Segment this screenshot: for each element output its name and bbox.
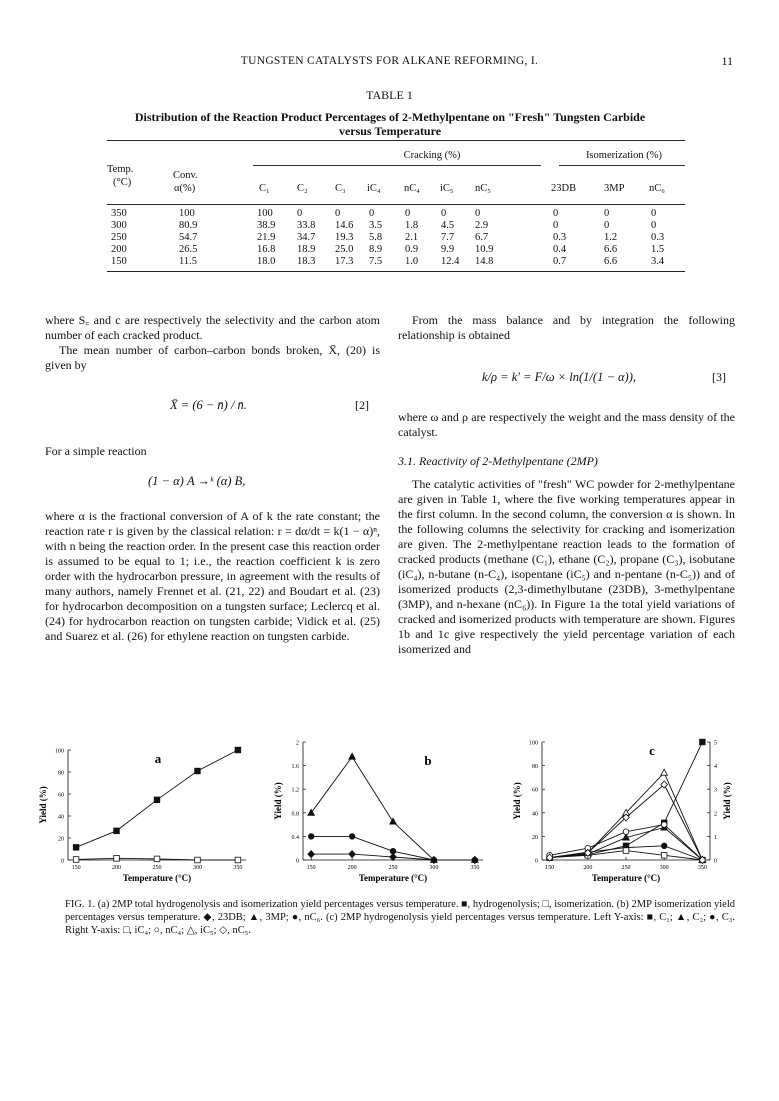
col-head: C₃ (335, 183, 346, 194)
conversion-cell: 80.9 (179, 220, 198, 231)
x-tick-label: 350 (697, 865, 707, 871)
equation-2-number: [2] (355, 398, 369, 412)
table-label: TABLE 1 (366, 88, 413, 102)
y-axis-label: Yield (%) (273, 782, 283, 820)
cracking-rule (253, 165, 541, 166)
table-cell: 16.8 (257, 244, 276, 255)
data-point-hydrogenolysis (235, 747, 241, 753)
equation-2: X̄ = (6 − n̄) / n̄. (170, 398, 247, 412)
y-tick-label: 1.6 (291, 764, 299, 771)
conversion-cell: 26.5 (179, 244, 198, 255)
data-point-isomerization (154, 856, 160, 862)
table-cell: 14.8 (475, 256, 494, 267)
data-point-nC₄ (661, 822, 667, 828)
y-tick-label: 20 (532, 834, 538, 841)
table-cell: 0 (553, 208, 559, 219)
table-cell: 38.9 (257, 220, 276, 231)
x-tick-label: 250 (152, 865, 162, 871)
table-cell: 10.9 (475, 244, 494, 255)
col-head: iC₄ (367, 183, 381, 194)
table-cell: 6.6 (604, 256, 618, 267)
data-point-3MP (390, 818, 397, 824)
table-cell: 1.5 (651, 244, 665, 255)
y-tick-label: 80 (532, 764, 538, 771)
data-point-isomerization (73, 857, 79, 863)
x-tick-label: 250 (388, 865, 398, 871)
table-cell: 0 (651, 220, 657, 231)
y2-axis-label: Yield (%) (722, 782, 732, 820)
x-tick-label: 200 (583, 865, 593, 871)
data-point-hydrogenolysis (195, 768, 201, 774)
y-tick-label: 0 (61, 858, 64, 865)
y2-tick-label: 4 (714, 764, 717, 771)
left-col-p4: where α is the fractional conversion of A of k the rate constant; the reaction rate r is given by the classical relation: r = dα/dt = k(1 − α)ⁿ, with n being the reaction order. In the present case this reaction order is assumed to be equal to 1; i.e., the reaction coefficient k is zero order with the hydrocarbon pressure, in agreement with the results of many authors, namely Frennet et al. (21, 22) and Boudart et al. (23) for hydrocarbon decomposition on a tungsten surface; Leclercq et al. (24) for hydrocarbon reaction on tungsten carbide; Vidick et al. (25) and Suarez et al. (26) for ethylene reaction on tungsten carbide. (45, 509, 380, 643)
panel-a (38, 747, 246, 883)
x-axis-label: Temperature (°C) (122, 873, 192, 883)
table-cell: 8.9 (369, 244, 383, 255)
y-tick-label: 40 (532, 811, 538, 818)
data-point-nC₆ (308, 834, 314, 840)
temp-cell: 150 (111, 256, 127, 267)
panel-b (273, 741, 483, 884)
data-point-iC₄ (623, 848, 629, 854)
isomerization-group-label: Isomerization (%) (585, 150, 663, 161)
left-col-p1: where S꜀ and c are respectively the selectivity and the carbon atom number of each cracked product. (45, 313, 380, 342)
table-cell: 12.4 (441, 256, 460, 267)
table-caption: Distribution of the Reaction Product Percentages of 2-Methylpentane on "Fresh" Tungsten Carbide versus Temperature (134, 110, 646, 138)
data-point-hydrogenolysis (154, 797, 160, 803)
data-point-23DB (390, 854, 397, 861)
table-cell: 2.1 (405, 232, 419, 243)
table-cell: 14.6 (335, 220, 354, 231)
table-head-rule (107, 204, 685, 205)
y2-tick-label: 1 (714, 834, 717, 841)
data-point-C₁ (700, 739, 706, 745)
y-tick-label: 0.8 (291, 811, 299, 818)
x-tick-label: 250 (621, 865, 631, 871)
panel-label: a (154, 751, 162, 766)
table-cell: 100 (257, 208, 273, 219)
col-head: C₁ (259, 183, 270, 194)
figure-caption: FIG. 1. (a) 2MP total hydrogenolysis and isomerization yield percentages versus temperature. ■, hydrogenolysis; □, isomerization. (b) 2MP isomerization yield percentages versus temperature. ◆, 23DB; ▲, 3MP; ●, nC₆. (c) 2MP hydrogenolysis yield percentages versus temperature. Left Y-axis: ■, C₁; ▲, C₂; ●, C₃. Right Y-axis: □, iC₄; ○, nC₄; △, iC₅; ◇, nC₅. (65, 899, 735, 936)
table-cell: 0 (604, 220, 610, 231)
table-cell: 0.7 (553, 256, 567, 267)
left-col-p3: For a simple reaction (45, 444, 147, 458)
temp-cell: 250 (111, 232, 127, 243)
table-cell: 18.3 (297, 256, 316, 267)
table-cell: 0 (297, 208, 303, 219)
y-tick-label: 100 (55, 748, 64, 755)
panel-label: c (649, 743, 655, 758)
data-point-3MP (349, 753, 356, 759)
table-cell: 0 (475, 208, 481, 219)
head-conv-unit: α(%) (174, 183, 196, 194)
x-tick-label: 300 (429, 865, 439, 871)
y2-tick-label: 0 (714, 858, 717, 865)
panel-label: b (424, 753, 432, 768)
col-head: nC₆ (649, 183, 665, 194)
data-point-nC₆ (431, 857, 437, 863)
right-col-p1: From the mass balance and by integration the following relationship is obtained (398, 313, 735, 342)
data-point-nC₄ (623, 829, 629, 835)
isomerization-rule (559, 165, 685, 166)
table-cell: 7.5 (369, 256, 383, 267)
table-cell: 0 (651, 208, 657, 219)
left-col-p2: The mean number of carbon–carbon bonds broken, X̄, (20) is given by (45, 343, 380, 372)
col-head: iC₅ (440, 183, 454, 194)
head-temp: Temp. (107, 164, 134, 175)
table-cell: 18.9 (297, 244, 316, 255)
table-cell: 25.0 (335, 244, 354, 255)
x-tick-label: 300 (659, 865, 669, 871)
equation-3-number: [3] (712, 370, 726, 384)
y-tick-label: 0 (296, 858, 299, 865)
x-tick-label: 300 (192, 865, 202, 871)
section-heading: 3.1. Reactivity of 2-Methylpentane (2MP) (398, 454, 598, 468)
data-point-isomerization (235, 857, 241, 863)
data-point-C₃ (661, 843, 667, 849)
data-point-nC₆ (390, 848, 396, 854)
running-title: TUNGSTEN CATALYSTS FOR ALKANE REFORMING, I. (240, 55, 539, 67)
y-axis-label: Yield (%) (512, 782, 522, 820)
table-cell: 0 (604, 208, 610, 219)
table-cell: 1.0 (405, 256, 419, 267)
col-head: nC₄ (404, 183, 420, 194)
y-axis-label: Yield (%) (38, 786, 48, 824)
y-tick-label: 100 (529, 740, 538, 747)
conversion-cell: 100 (179, 208, 195, 219)
data-point-nC₆ (472, 857, 478, 863)
cracking-group-label: Cracking (%) (403, 150, 461, 161)
table-cell: 3.5 (369, 220, 383, 231)
conversion-cell: 11.5 (179, 256, 197, 267)
y-tick-label: 0 (535, 858, 538, 865)
head-temp-unit: (°C) (113, 177, 132, 188)
x-tick-label: 350 (233, 865, 243, 871)
temp-cell: 300 (111, 220, 127, 231)
equation-3: k/ρ = k′ = F/ω × ln(1/(1 − α)), (482, 370, 637, 384)
table-cell: 21.9 (257, 232, 276, 243)
y-tick-label: 40 (58, 814, 64, 821)
table-cell: 33.8 (297, 220, 316, 231)
table-cell: 0 (441, 208, 447, 219)
x-tick-label: 200 (112, 865, 122, 871)
x-axis-label: Temperature (°C) (358, 873, 428, 883)
data-point-hydrogenolysis (114, 828, 120, 834)
x-tick-label: 200 (347, 865, 357, 871)
table-cell: 0.9 (405, 244, 419, 255)
table-cell: 3.4 (651, 256, 665, 267)
table-body (107, 208, 685, 268)
col-head: nC₅ (475, 183, 491, 194)
head-conv: Conv. (173, 170, 198, 181)
table-bottom-rule (107, 271, 685, 272)
data-point-iC₄ (661, 852, 667, 858)
y2-tick-label: 5 (714, 740, 717, 747)
data-point-hydrogenolysis (73, 845, 79, 851)
col-head: 3MP (604, 183, 625, 194)
table-cell: 0 (335, 208, 341, 219)
x-tick-label: 150 (306, 865, 316, 871)
page-number: 11 (721, 54, 733, 68)
x-tick-label: 150 (71, 865, 81, 871)
y-tick-label: 80 (58, 770, 64, 777)
temp-cell: 350 (111, 208, 127, 219)
table-cell: 5.8 (369, 232, 383, 243)
y-tick-label: 1.2 (291, 787, 299, 794)
table-cell: 6.7 (475, 232, 489, 243)
table-cell: 0.3 (651, 232, 665, 243)
data-point-iC₅ (661, 769, 668, 775)
table-cell: 0 (405, 208, 411, 219)
data-point-isomerization (195, 857, 201, 863)
table-cell: 34.7 (297, 232, 316, 243)
table-cell: 0.4 (553, 244, 567, 255)
table-cell: 9.9 (441, 244, 455, 255)
figure-1 (0, 730, 779, 895)
table-cell: 2.9 (475, 220, 489, 231)
y-tick-label: 0.4 (291, 834, 299, 841)
table-header (107, 150, 685, 202)
data-point-23DB (349, 851, 356, 858)
y2-tick-label: 3 (714, 787, 717, 794)
table-cell: 1.8 (405, 220, 419, 231)
table-cell: 0.3 (553, 232, 567, 243)
right-col-p3: The catalytic activities of "fresh" WC powder for 2-methylpentane are given in Table 1, where the five working temperatures appear in the first column. In the second column, the conversion α is shown. In the following columns the selectivity for cracking and isomerization are given. The 2-methylpentane reaction leads to the formation of cracked products (methane (C₁), ethane (C₂), propane (C₃), isobutane (iC₄), n-butane (n-C₄), isopentane (iC₅) and n-pentane (n-C₅)) and of isomerized products (2,3-dimethylbutane (23DB), 3-methylpentane (3MP), and n-hexane (nC₆)). In Figure 1a the total yield variations of cracked and isomerized products with temperature are shown. Figures 1b and 1c give respectively the yield percentage variation of each isomerized and (398, 477, 735, 656)
table-cell: 7.7 (441, 232, 455, 243)
right-col-p2: where ω and ρ are respectively the weight and the mass density of the catalyst. (398, 410, 735, 439)
temp-cell: 200 (111, 244, 127, 255)
y-tick-label: 20 (58, 836, 64, 843)
conversion-cell: 54.7 (179, 232, 198, 243)
table-top-rule (107, 140, 685, 141)
data-point-23DB (308, 851, 315, 858)
table-cell: 17.3 (335, 256, 354, 267)
table-cell: 1.2 (604, 232, 618, 243)
y-tick-label: 60 (58, 792, 64, 799)
data-point-nC₆ (349, 834, 355, 840)
series-line-3MP (311, 757, 475, 860)
table-cell: 0 (369, 208, 375, 219)
y-tick-label: 2 (296, 740, 299, 747)
x-tick-label: 350 (470, 865, 480, 871)
col-head: 23DB (551, 183, 577, 194)
table-cell: 6.6 (604, 244, 618, 255)
panel-c (512, 739, 732, 883)
table-cell: 0 (553, 220, 559, 231)
table-cell: 4.5 (441, 220, 455, 231)
x-axis-label: Temperature (°C) (591, 873, 661, 883)
y2-tick-label: 2 (714, 811, 717, 818)
y-tick-label: 60 (532, 787, 538, 794)
table-cell: 18.0 (257, 256, 276, 267)
x-tick-label: 150 (545, 865, 555, 871)
col-head: C₂ (297, 183, 308, 194)
table-cell: 19.3 (335, 232, 354, 243)
data-point-isomerization (114, 856, 120, 862)
reaction-equation: (1 − α) A →ᵏ (α) B, (148, 474, 246, 488)
